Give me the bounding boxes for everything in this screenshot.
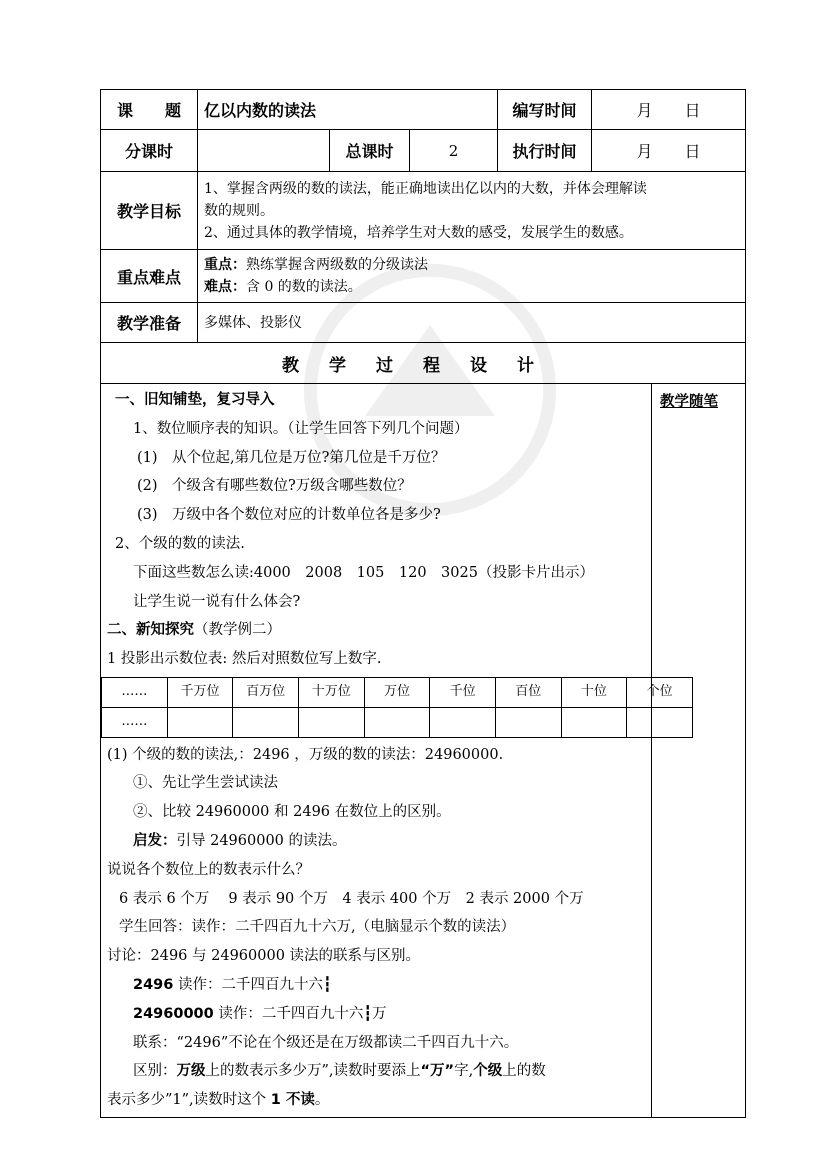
process-content	[101, 384, 673, 1118]
row-title	[101, 90, 746, 130]
s1-line-3: 下面这些数怎么读:4000 2008 105 120 3025（投影卡片出示）	[133, 564, 594, 581]
section-2-suffix: （教学例二）	[194, 622, 281, 639]
place-header-row	[102, 677, 693, 707]
difficulty-text: 含 0 的数的读法。	[246, 279, 362, 295]
prep-label: 教学准备	[101, 303, 198, 343]
diff-prefix: 区别：	[133, 1063, 177, 1080]
row-process	[101, 384, 746, 1118]
s1-line-4: 让学生说一说有什么体会?	[133, 593, 301, 610]
notes-column	[652, 384, 746, 1118]
place-header: 千万位	[167, 677, 233, 707]
s2-line-4: ②、比较 24960000 和 2496 在数位上的区别。	[133, 804, 451, 821]
key-text: 熟练掌握含两级数的分级读法	[246, 257, 428, 273]
place-header: 十万位	[298, 677, 364, 707]
place-header: 万位	[364, 677, 430, 707]
s2-line-14	[107, 1086, 647, 1115]
exec-time-label: 执行时间	[498, 130, 592, 172]
goals-line-1: 1、掌握含两级的数的读法，能正确地读出亿以内的大数，并体会理解读	[204, 180, 647, 197]
s1-line-1: 1、数位顺序表的知识。（让学生回答下列几个问题）	[133, 420, 469, 437]
s1-question-3: (3) 万级中各个数位对应的计数单位各是多少?	[137, 507, 441, 524]
place-header: 百位	[495, 677, 561, 707]
s1-question-2: (2) 个级含有哪些数位?万级含哪些数位？	[137, 478, 412, 495]
diff-no-read: 1 不读	[270, 1092, 315, 1109]
sub-hours-value	[198, 130, 330, 172]
place-header: 个位	[627, 677, 693, 707]
lesson-table	[100, 89, 746, 1118]
diff-text-3: 上的数	[502, 1063, 546, 1080]
reading-2496: 读作：二千四百九十六┇	[173, 976, 332, 993]
s2-line-1: 1 投影出示数位表: 然后对照数位写上数字.	[107, 651, 382, 668]
key-points-label: 重点难点	[101, 250, 198, 303]
write-time-value: 月 日	[592, 90, 746, 130]
diff-wan-char: “万”	[420, 1063, 455, 1080]
row-goals	[101, 172, 746, 250]
key-label: 重点：	[204, 257, 246, 273]
row-hours	[101, 130, 746, 172]
place-cell	[233, 707, 299, 737]
place-value-row	[102, 707, 693, 737]
place-cell	[561, 707, 627, 737]
place-cell	[167, 707, 233, 737]
diff-period: 。	[314, 1092, 330, 1109]
row-process-title	[101, 343, 746, 384]
place-header: 千位	[430, 677, 496, 707]
total-hours-label: 总课时	[330, 130, 410, 172]
number-2496: 2496	[133, 976, 174, 993]
prep-text: 多媒体、投影仪	[198, 303, 746, 343]
place-cell	[298, 707, 364, 737]
place-header: 百万位	[233, 677, 299, 707]
s2-line-2: (1) 个级的数的读法,：2496 ，万级的数的读法：24960000.	[107, 746, 504, 763]
diff-wan-level: 万级	[176, 1063, 206, 1080]
diff-text-1: 上的数表示多少万”,读数时要添上	[205, 1063, 421, 1080]
section-2-title: 二、新知探究	[107, 622, 194, 639]
section-1-title: 一、旧知铺垫，复习导入	[115, 392, 275, 408]
title-label: 课 题	[101, 90, 198, 130]
place-header: 十位	[561, 677, 627, 707]
goals-line-2: 数的规则。	[204, 202, 274, 219]
place-header: ……	[102, 677, 168, 707]
hint-label: 启发：	[133, 832, 177, 849]
s2-line-8: 学生回答：读作：二千四百九十六万,（电脑显示个数的读法）	[119, 919, 516, 936]
notes-label: 教学随笔	[660, 394, 718, 410]
s2-line-6: 说说各个数位上的数表示什么？	[107, 861, 310, 878]
diff-ge-level: 个级	[473, 1063, 503, 1080]
goals-label: 教学目标	[101, 172, 198, 250]
row-key-points	[101, 250, 746, 303]
s1-question-1: (1) 从个位起,第几位是万位?第几位是千万位？	[137, 449, 446, 466]
write-time-label: 编写时间	[498, 90, 592, 130]
s2-line-3: ①、先让学生尝试读法	[133, 775, 278, 792]
number-24960000: 24960000	[133, 1005, 214, 1022]
s2-line-12: 联系：“2496”不论在个级还是在万级都读二千四百九十六。	[133, 1034, 519, 1051]
total-hours-value: 2	[410, 130, 498, 172]
difficulty-label: 难点：	[204, 279, 246, 295]
diff-text-2: 字,	[454, 1063, 474, 1080]
title-value: 亿以内数的读法	[198, 90, 498, 130]
s2-line-13	[107, 1057, 647, 1086]
place-cell	[495, 707, 561, 737]
sub-hours-label: 分课时	[101, 130, 198, 172]
goals-line-3: 2、通过具体的教学情境，培养学生对大数的感受，发展学生的数感。	[204, 224, 633, 241]
goals-content	[198, 172, 746, 250]
exec-time-value: 月 日	[592, 130, 746, 172]
lesson-plan	[100, 89, 744, 1118]
key-points-content	[198, 250, 746, 303]
row-prep	[101, 303, 746, 343]
place-cell	[364, 707, 430, 737]
s1-line-2: 2、个级的数的读法.	[115, 535, 245, 552]
diff-text-4: 表示多少”1”,读数时这个	[107, 1092, 271, 1109]
place-value-table	[101, 677, 693, 738]
place-cell: ……	[102, 707, 168, 737]
s2-line-9: 讨论：2496 与 24960000 读法的联系与区别。	[107, 948, 421, 965]
s2-line-7: 6 表示 6 个万 9 表示 90 个万 4 表示 400 个万 2 表示 2000 个万	[119, 890, 584, 907]
place-cell	[430, 707, 496, 737]
hint-text: 引导 24960000 的读法。	[176, 832, 347, 849]
reading-24960000: 读作：二千四百九十六┇万	[213, 1005, 387, 1022]
process-title: 教学过程设计	[101, 343, 746, 384]
